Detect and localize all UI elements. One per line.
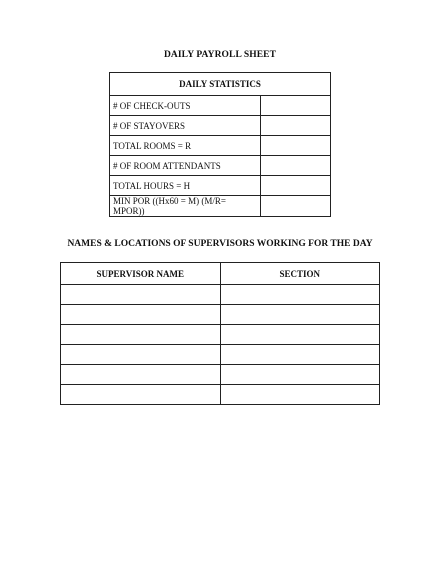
supervisor-name-cell[interactable] — [61, 285, 221, 305]
stat-value-cell[interactable] — [260, 176, 330, 196]
stat-value-cell[interactable] — [260, 96, 330, 116]
daily-statistics-header: DAILY STATISTICS — [110, 73, 331, 96]
table-row — [110, 176, 331, 196]
stat-value-cell[interactable] — [260, 156, 330, 176]
section-cell[interactable] — [220, 345, 380, 365]
stat-label: TOTAL HOURS = H — [110, 176, 261, 196]
section-cell[interactable] — [220, 365, 380, 385]
table-row — [61, 325, 380, 345]
stat-value-cell[interactable] — [260, 116, 330, 136]
supervisors-section-title: NAMES & LOCATIONS OF SUPERVISORS WORKING FOR THE DAY — [67, 239, 373, 249]
table-row — [110, 96, 331, 116]
stat-label: TOTAL ROOMS = R — [110, 136, 261, 156]
table-row — [61, 345, 380, 365]
section-cell[interactable] — [220, 285, 380, 305]
table-row — [110, 116, 331, 136]
section-cell[interactable] — [220, 325, 380, 345]
supervisor-name-cell[interactable] — [61, 365, 221, 385]
column-header-supervisor-name: SUPERVISOR NAME — [61, 263, 221, 285]
stat-label: # OF CHECK-OUTS — [110, 96, 261, 116]
stat-label: # OF STAYOVERS — [110, 116, 261, 136]
table-row — [61, 285, 380, 305]
supervisor-name-cell[interactable] — [61, 305, 221, 325]
daily-statistics-table — [109, 72, 331, 217]
stat-value-cell[interactable] — [260, 136, 330, 156]
supervisors-table — [60, 262, 380, 405]
table-row — [61, 385, 380, 405]
table-row — [61, 305, 380, 325]
stat-value-cell[interactable] — [260, 196, 330, 217]
stat-label: # OF ROOM ATTENDANTS — [110, 156, 261, 176]
supervisor-name-cell[interactable] — [61, 325, 221, 345]
table-row — [110, 136, 331, 156]
column-header-section: SECTION — [220, 263, 380, 285]
section-cell[interactable] — [220, 305, 380, 325]
stat-label: MIN POR ((Hx60 = M) (M/R= MPOR)) — [110, 196, 261, 217]
supervisor-name-cell[interactable] — [61, 385, 221, 405]
table-row — [110, 156, 331, 176]
page-title: DAILY PAYROLL SHEET — [163, 50, 277, 60]
table-row — [110, 196, 331, 217]
supervisor-name-cell[interactable] — [61, 345, 221, 365]
section-cell[interactable] — [220, 385, 380, 405]
table-row — [61, 365, 380, 385]
